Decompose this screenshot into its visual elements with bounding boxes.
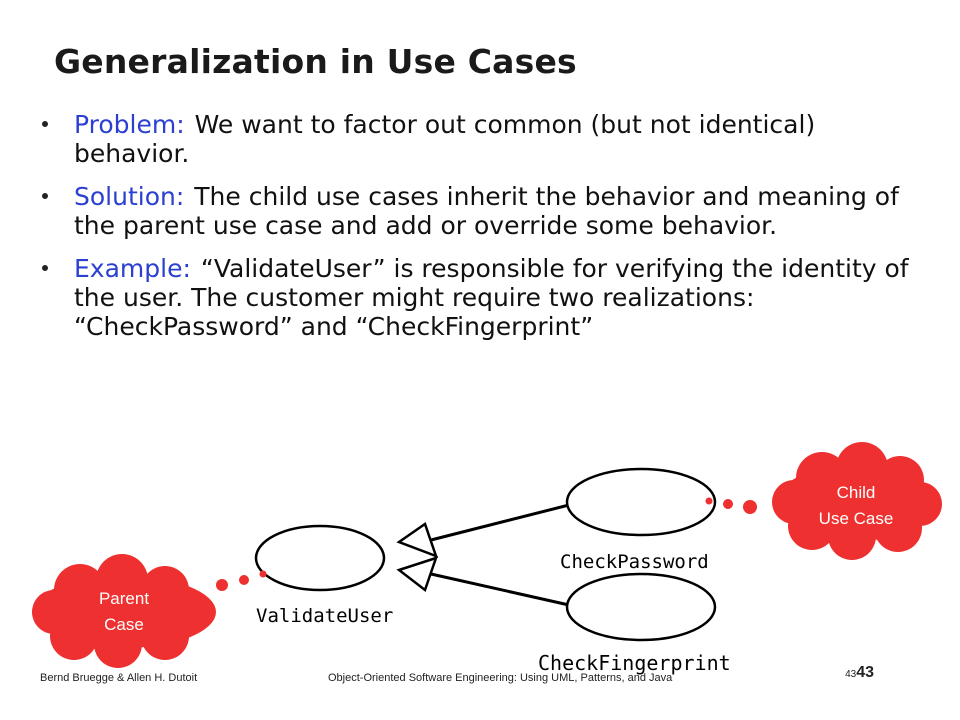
child-callout-text: [796, 480, 916, 532]
generalization-edge-password: [431, 505, 569, 540]
bullet-lead-problem: Problem:: [74, 110, 185, 139]
bullet-text-example: “ValidateUser” is responsible for verifying the identity of the user. The customer might require two realizations: “CheckPassword” and “CheckFingerprint”: [74, 254, 909, 341]
label-checkpassword: CheckPassword: [560, 551, 709, 573]
bullet-lead-solution: Solution:: [74, 182, 185, 211]
parent-callout-line2: Case: [104, 615, 144, 634]
use-case-diagram: [0, 440, 960, 690]
page-number: [845, 664, 874, 682]
page-number-big: 43: [856, 664, 874, 681]
footer-authors: Bernd Bruegge & Allen H. Dutoit: [40, 672, 198, 684]
bullet-example: [42, 254, 922, 341]
bullet-lead-example: Example:: [74, 254, 191, 283]
footer-book-title: Object-Oriented Software Engineering: Using UML, Patterns, and Java: [328, 672, 673, 684]
bullet-text-problem: We want to factor out common (but not identical) behavior.: [74, 110, 816, 168]
label-checkfingerprint: CheckFingerprint: [538, 651, 731, 675]
use-case-validateuser[interactable]: [256, 526, 384, 590]
use-case-checkfingerprint[interactable]: [567, 574, 715, 640]
bullet-problem: [42, 110, 922, 168]
label-validateuser: ValidateUser: [256, 605, 394, 627]
slide-title: Generalization in Use Cases: [54, 42, 577, 81]
bullet-list: [42, 110, 922, 355]
child-callout-line2: Use Case: [818, 509, 894, 528]
bullet-dot: [42, 121, 48, 127]
child-callout-line1: Child: [836, 483, 876, 502]
bullet-solution: [42, 182, 922, 240]
bullet-dot: [42, 265, 48, 271]
parent-callout-text: [64, 586, 184, 638]
bullet-dot: [42, 193, 48, 199]
inheritance-arrowhead: [399, 558, 436, 590]
page-number-small: 43: [845, 669, 857, 680]
use-case-checkpassword[interactable]: [567, 469, 715, 535]
bullet-text-solution: The child use cases inherit the behavior and meaning of the parent use case and add or override some behavior.: [74, 182, 899, 240]
parent-callout-line1: Parent: [98, 589, 150, 608]
inheritance-arrowhead: [399, 524, 436, 556]
parent-callout-bubbles: [216, 571, 267, 592]
diagram-canvas: [0, 440, 960, 690]
generalization-edge-fingerprint: [431, 574, 569, 605]
